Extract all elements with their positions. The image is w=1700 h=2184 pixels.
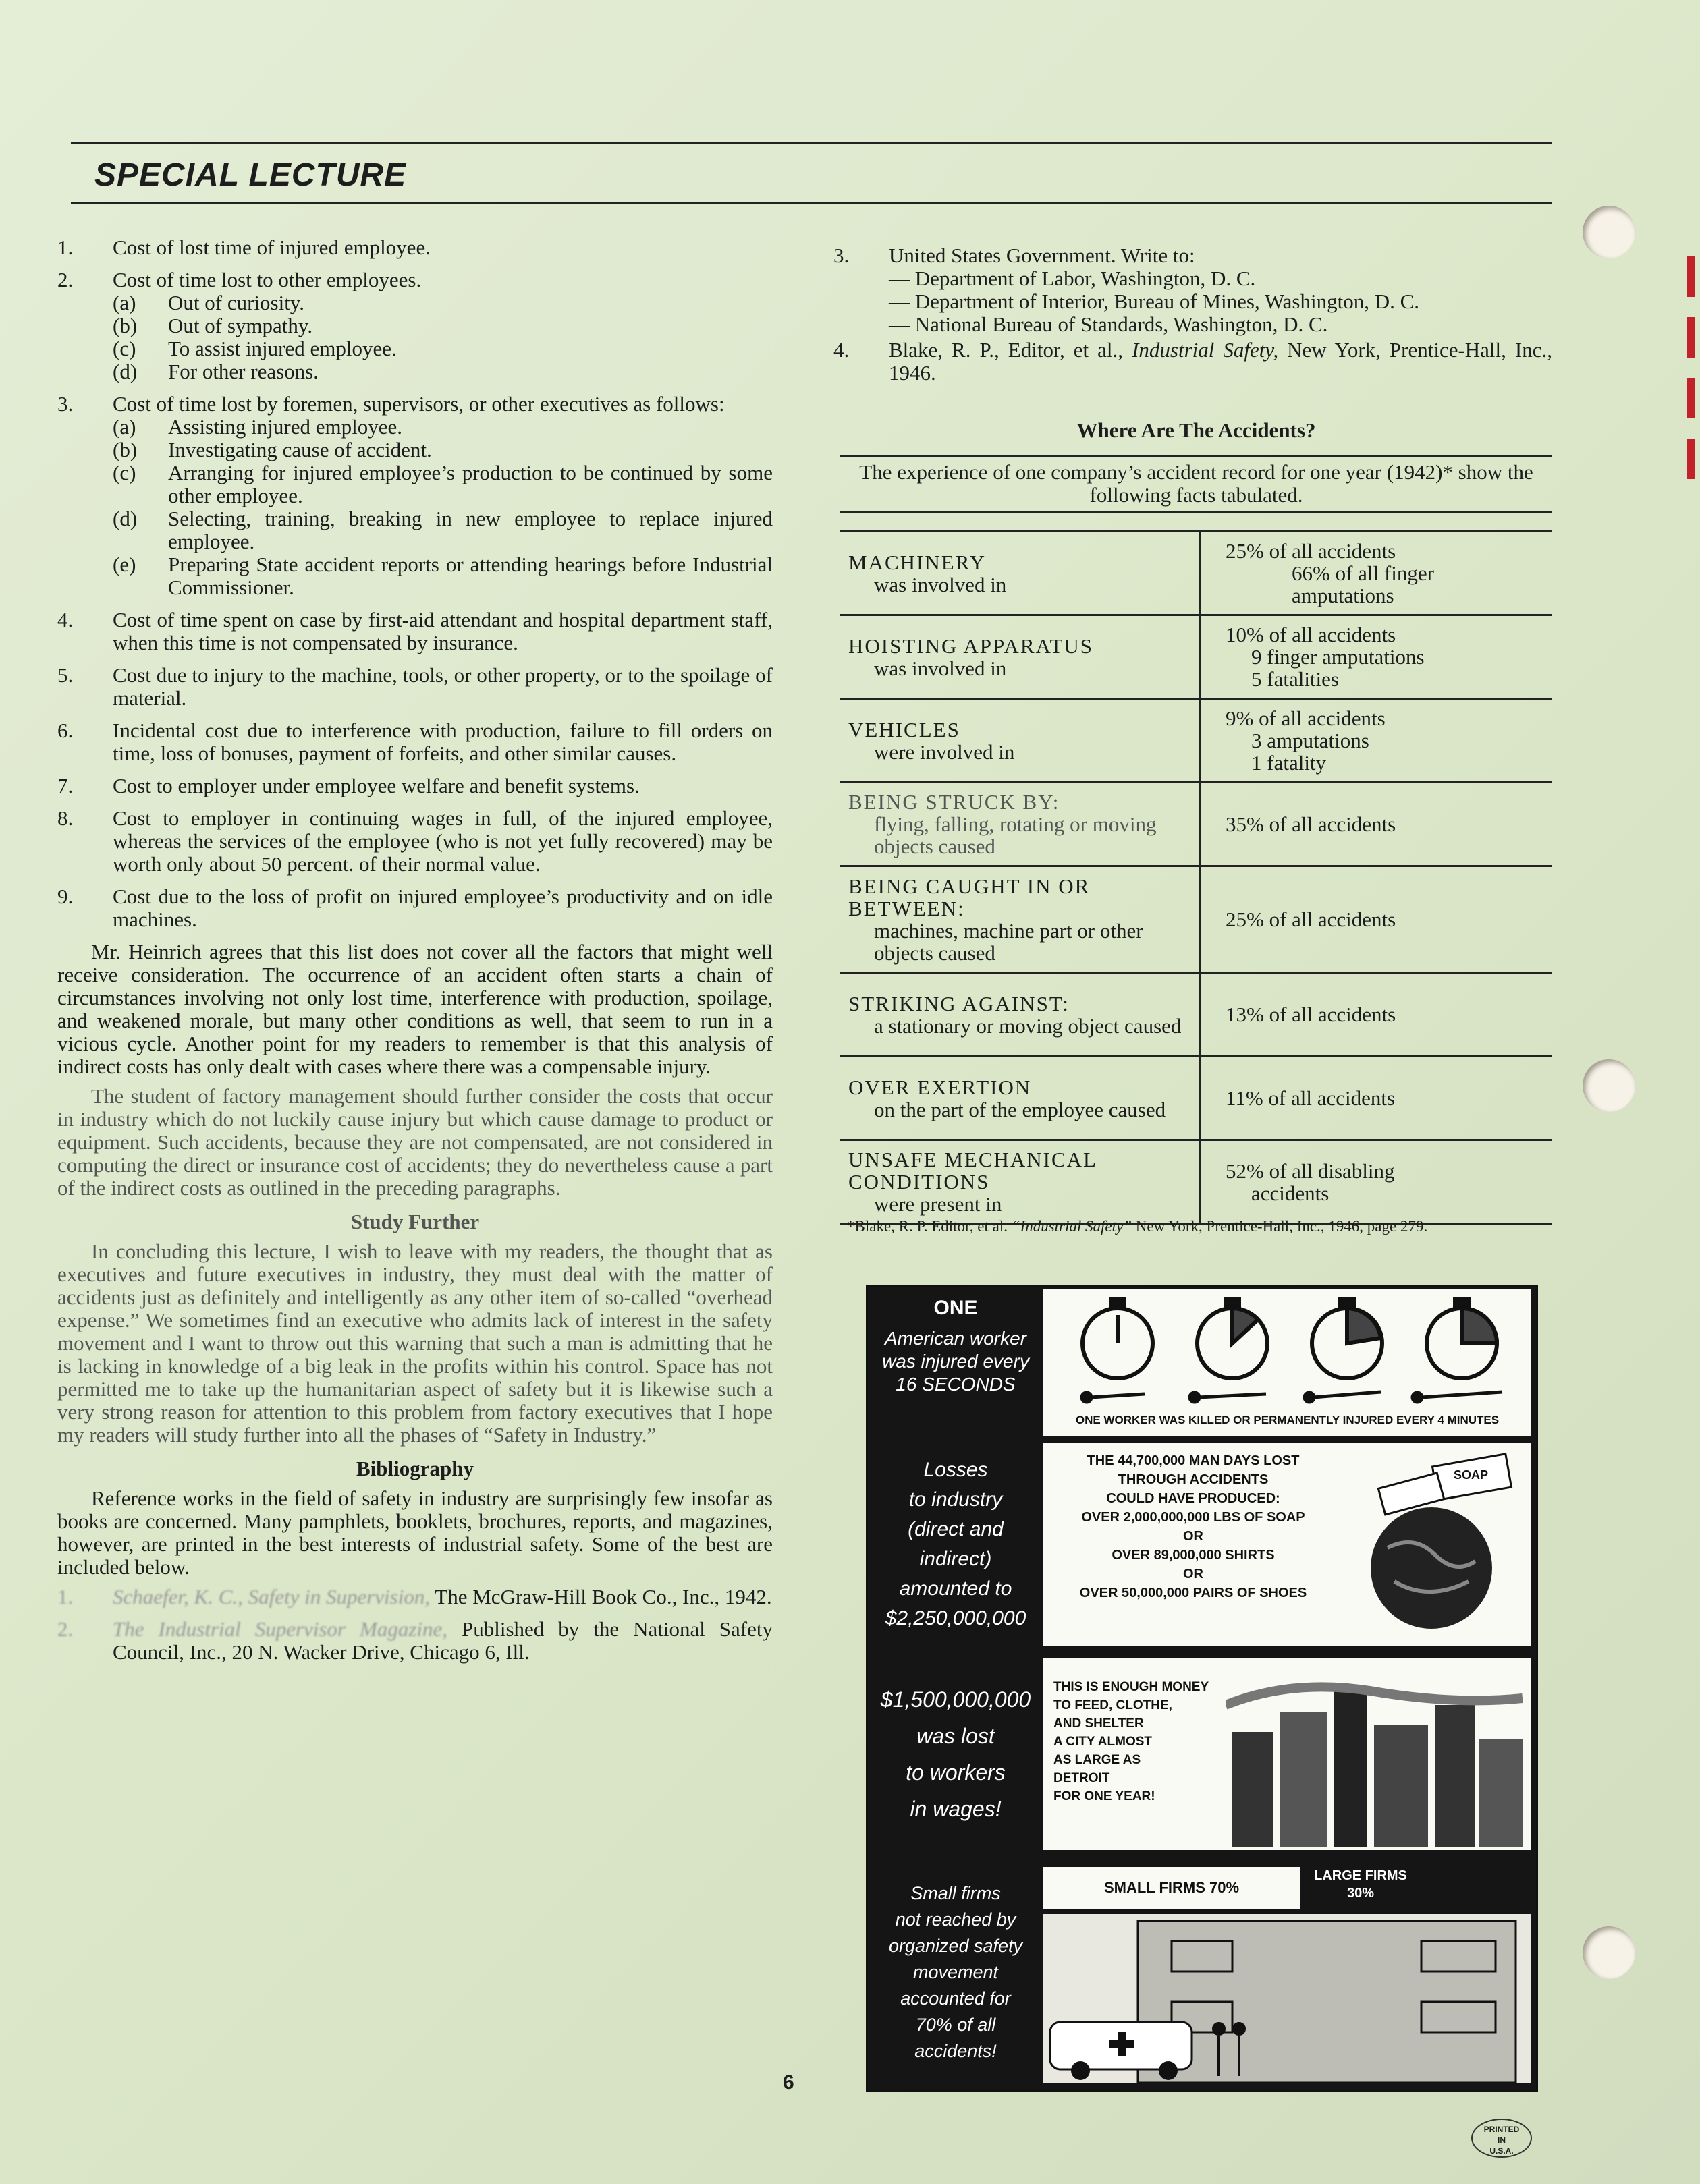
cost-list [57, 236, 773, 931]
sub-item-text: Investigating cause of accident. [168, 438, 432, 461]
item-number: 3. [57, 392, 74, 416]
cost-list-item [57, 719, 773, 765]
accident-description: were involved in [874, 739, 1015, 764]
page-title: SPECIAL LECTURE [94, 157, 407, 193]
accident-value: 11% of all accidents [1226, 1086, 1396, 1110]
accident-category: OVER EXERTION [848, 1075, 1032, 1099]
accident-description: flying, falling, rotating or moving objects caused [874, 812, 1157, 858]
item-text: Cost due to injury to the machine, tools, or other property, or to the spoilage of material. [113, 663, 773, 710]
stopwatch-icon-row [1043, 1289, 1531, 1411]
sub-item [113, 461, 773, 507]
heading-study-further: Study Further [350, 1210, 480, 1233]
footnote-publisher: New York, Prentice-Hall, Inc., 1946, page 279. [1132, 1218, 1428, 1235]
accident-category: BEING STRUCK BY: [848, 790, 1060, 814]
item-text: Incidental cost due to interference with production, failure to fill orders on time, loss of bonuses, payment of forfeits, and other similar causes. [113, 719, 773, 765]
header-rule-bottom [71, 202, 1552, 204]
losses-line: $2,250,000,000 [885, 1607, 1026, 1629]
footnote-title: “Industrial Safety” [1011, 1218, 1132, 1235]
paragraph-study: In concluding this lecture, I wish to leave with my readers, the thought that as executives and future executives in industry, they must deal with the matter of accidents just as definitely and intelligently as any other item of so-called “overhead expense.” We sometimes find an executive who admits lack of interest in the safety movement and I want to throw out this warning that such a man is admitting that he is lacking in knowledge of a big leak in the profits within his control. Space has not permitted me to take up the humanitarian aspect of safety but it is likewise such a very strong reason for attention to this problem from factory executives that I hope my readers will study further into all the phases of “Safety in Industry.” [57, 1239, 773, 1447]
accident-description: a stationary or moving object caused [874, 1013, 1182, 1038]
cost-list-item [57, 807, 773, 876]
sub-item-text: Selecting, training, breaking in new employee to replace injured employee. [168, 507, 773, 553]
accident-row [840, 532, 1552, 615]
paragraph-bibliography: Reference works in the field of safety in industry are surprisingly few insofar as books are concerned. Many pamphlets, booklets, brochures, reports, and magazines, however, are printed in the best interests of industrial safety. Some of the best are included below. [57, 1486, 773, 1579]
sub-item-text: To assist injured employee. [168, 337, 397, 360]
small-firms-line: accounted for [900, 1988, 1011, 2009]
reference-text: United States Government. Write to: [889, 244, 1195, 267]
accident-value: 10% of all accidents [1226, 623, 1396, 646]
reference-number: 1. [57, 1585, 74, 1608]
infographic-wages [875, 1681, 1037, 1827]
accident-value: accidents [1251, 1181, 1329, 1205]
reference-title: Schaefer, K. C., Safety in Supervision, [113, 1585, 431, 1608]
soap-label: SOAP [1454, 1468, 1489, 1482]
sub-item-text: Out of sympathy. [168, 314, 313, 337]
edge-tab [1687, 378, 1695, 418]
reference-title: Industrial Safety, [1132, 338, 1279, 362]
accident-rows [840, 530, 1552, 1225]
paragraph-heinrich: Mr. Heinrich agrees that this list does not cover all the factors that might well receive consideration. The occurrence of an accident often starts a chain of circumstances involving not only lost time, interference with production, spoilage, and weakened morale, but many other conditions as well, that seem to run in a vicious cycle. Another point for my readers to remember is that this analysis of indirect costs has only dealt with cases where there was a compensable injury. [57, 940, 773, 1078]
item-text: Cost of time lost to other employees. [113, 268, 422, 291]
government-address: — Department of Labor, Washington, D. C. [889, 267, 1256, 290]
production-line: THE 44,700,000 MAN DAYS LOST [1087, 1453, 1300, 1468]
printed-mark-line: IN [1498, 2135, 1506, 2145]
item-text: Cost to employer in continuing wages in full, of the injured employee, whereas the services of the employee (who is not yet fully recovered) may be worth only about 50 percent. of their normal value. [113, 806, 773, 876]
infographic-fatality-caption: ONE WORKER WAS KILLED OR PERMANENTLY INJURED EVERY 4 MINUTES [1075, 1413, 1500, 1426]
small-firms-line: 70% of all [915, 2015, 996, 2035]
infographic-production [1051, 1451, 1335, 1602]
item-number: 1. [57, 235, 74, 259]
small-firms-line: Small firms [910, 1883, 1001, 1903]
table-intro: The experience of one company’s accident record for one year (1942)* show the following facts tabulated. [840, 455, 1552, 513]
accident-value: amputations [1292, 584, 1394, 607]
stopwatch-icon [1082, 1299, 1153, 1378]
accident-category-cell [840, 1057, 1201, 1140]
item-text: Cost of lost time of injured employee. [113, 235, 431, 259]
accident-category: MACHINERY [848, 550, 987, 574]
sub-item-text: Arranging for injured employee’s production to be continued by some other employee. [168, 461, 773, 507]
accident-description: machines, machine part or other objects caused [874, 918, 1143, 965]
binder-hole-bottom [1583, 1926, 1635, 1979]
accident-row [840, 699, 1552, 783]
small-firms-line: not reached by [895, 1909, 1016, 1930]
accident-category: STRIKING AGAINST: [848, 991, 1070, 1015]
factory-panel [1043, 1914, 1531, 2083]
cost-list-item [57, 885, 773, 931]
accident-row [840, 973, 1552, 1057]
cost-list-item [57, 775, 773, 797]
production-line: OR [1183, 1529, 1203, 1544]
losses-line: to industry [908, 1488, 1003, 1511]
page-number: 6 [783, 2071, 794, 2094]
city-line: THIS IS ENOUGH MONEY [1053, 1680, 1209, 1694]
infographic-injury-rate: American worker was injured every 16 SECONDS [882, 1328, 1029, 1395]
accident-category-cell [840, 973, 1201, 1057]
wages-line: to workers [906, 1760, 1006, 1785]
accident-value: 66% of all finger [1292, 561, 1434, 585]
sub-item [113, 337, 773, 360]
losses-line: amounted to [899, 1577, 1012, 1600]
accident-value-cell [1201, 615, 1553, 699]
reference-publisher: The McGraw-Hill Book Co., Inc., 1942. [430, 1585, 772, 1608]
sub-item-letter: (c) [113, 337, 136, 360]
accident-description: was involved in [874, 656, 1007, 680]
cost-list-item [57, 393, 773, 599]
small-firms-line: accidents! [914, 2041, 997, 2061]
accident-value: 9% of all accidents [1226, 706, 1386, 730]
item-text: Cost to employer under employee welfare and benefit systems. [113, 774, 640, 797]
printed-mark-line: U.S.A. [1489, 2146, 1514, 2156]
sub-item-text: Assisting injured employee. [168, 415, 402, 439]
accident-value: 1 fatality [1251, 751, 1327, 775]
cost-list-item [57, 609, 773, 654]
sub-item [113, 553, 773, 599]
city-line: TO FEED, CLOTHE, [1053, 1698, 1172, 1712]
sub-item-text: Out of curiosity. [168, 291, 305, 314]
city-line: AND SHELTER [1053, 1716, 1144, 1731]
item-text: Cost due to the loss of profit on injured employee’s productivity and on idle machines. [113, 885, 773, 931]
accident-value-cell [1201, 1140, 1553, 1224]
accident-row [840, 615, 1552, 699]
accident-category-cell [840, 866, 1201, 973]
item-number: 5. [57, 663, 74, 687]
small-firms-label: SMALL FIRMS 70% [1103, 1879, 1240, 1896]
factory-ambulance-icon [1043, 1914, 1531, 2083]
sub-item-letter: (a) [113, 415, 136, 439]
sub-item-letter: (b) [113, 314, 138, 337]
accident-category-cell [840, 1140, 1201, 1224]
sub-item [113, 314, 773, 337]
edge-tab [1687, 256, 1695, 297]
sub-item-letter: (d) [113, 360, 138, 383]
reference-number: 2. [57, 1617, 74, 1641]
city-line: DETROIT [1053, 1771, 1110, 1785]
accident-description: was involved in [874, 572, 1007, 596]
large-firms-line: LARGE FIRMS [1314, 1868, 1407, 1883]
accident-value-cell [1201, 699, 1553, 783]
accident-category-cell [840, 615, 1201, 699]
accident-value: 9 finger amputations [1251, 645, 1425, 669]
edge-tab [1687, 317, 1695, 358]
accident-description: on the part of the employee caused [874, 1097, 1166, 1121]
sub-item [113, 291, 773, 314]
production-line: COULD HAVE PRODUCED: [1106, 1491, 1280, 1506]
printed-mark-line: PRINTED [1483, 2125, 1520, 2134]
reference-number: 3. [833, 244, 850, 267]
accident-value-cell [1201, 973, 1553, 1057]
accident-value-cell [1201, 783, 1553, 866]
reference-1 [57, 1586, 773, 1608]
accident-value-cell [1201, 1057, 1553, 1140]
printed-in-usa-mark [1471, 2119, 1532, 2158]
infographic-small-firms [875, 1880, 1037, 2065]
losses-line: (direct and indirect) [908, 1518, 1004, 1570]
item-number: 4. [57, 608, 74, 632]
accident-value: 3 amputations [1251, 729, 1369, 752]
accident-table [840, 455, 1552, 1225]
right-column [833, 244, 1552, 394]
heading-bibliography: Bibliography [356, 1457, 474, 1480]
accident-description: were present in [874, 1192, 1002, 1216]
globe-soap-icon [1334, 1447, 1529, 1642]
table-footnote [847, 1216, 1562, 1237]
sub-item-letter: (c) [113, 461, 136, 484]
table-title: Where Are The Accidents? [1076, 418, 1316, 442]
production-line: OVER 2,000,000,000 LBS OF SOAP [1081, 1510, 1305, 1525]
item-number: 6. [57, 719, 74, 742]
accident-category: HOISTING APPARATUS [848, 634, 1094, 658]
left-column [57, 236, 773, 1673]
production-line: THROUGH ACCIDENTS [1118, 1472, 1269, 1487]
large-firms-line: 30% [1346, 1886, 1375, 1901]
binder-hole-top [1583, 206, 1635, 258]
fallen-worker-icon [1082, 1392, 1502, 1402]
city-skyline-icon [1226, 1664, 1526, 1847]
cost-list-item [57, 236, 773, 259]
sub-item-letter: (e) [113, 553, 136, 576]
item-text: Cost of time lost by foremen, supervisors, or other executives as follows: [113, 392, 725, 416]
sub-item [113, 507, 773, 553]
sub-item-text: Preparing State accident reports or attending hearings before Industrial Commissioner. [168, 553, 773, 599]
sub-item-letter: (b) [113, 438, 138, 461]
infographic-one: ONE [933, 1297, 978, 1319]
government-address: — National Bureau of Standards, Washington, D. C. [889, 312, 1328, 336]
sub-item [113, 360, 773, 383]
accident-category: VEHICLES [848, 717, 960, 741]
ambulance-icon [1050, 2022, 1192, 2080]
paragraph-student: The student of factory management should further consider the costs that occur in industry which do not luckily cause injury but which cause damage to product or equipment. Such accidents, because they are not compensated, are not considered in computing the direct or insurance cost of accidents; they do nevertheless cause a part of the indirect costs as outlined in the preceding paragraphs. [57, 1084, 773, 1200]
accident-category-cell [840, 532, 1201, 615]
safety-infographic [866, 1285, 1538, 2092]
wages-line: in wages! [910, 1797, 1002, 1821]
accident-row [840, 1057, 1552, 1140]
accident-value: 25% of all accidents [1226, 907, 1396, 931]
production-panel [1043, 1443, 1531, 1646]
header-rule-top [71, 142, 1552, 144]
accident-category-cell [840, 783, 1201, 866]
edge-tab [1687, 439, 1695, 479]
stopwatch-icon [1427, 1299, 1497, 1378]
small-firms-bar [1043, 1867, 1300, 1909]
government-address: — Department of Interior, Bureau of Mines, Washington, D. C. [889, 289, 1420, 313]
city-panel [1043, 1658, 1531, 1850]
reference-4 [833, 339, 1552, 385]
accident-category-cell [840, 699, 1201, 783]
production-line: OVER 89,000,000 SHIRTS [1112, 1548, 1275, 1563]
footnote-author: *Blake, R. P. Editor, et al. [847, 1218, 1012, 1235]
accident-row [840, 866, 1552, 973]
reference-number: 4. [833, 338, 850, 362]
small-firms-line: movement [912, 1962, 999, 1982]
item-number: 9. [57, 885, 74, 908]
city-line: FOR ONE YEAR! [1053, 1789, 1155, 1803]
accident-value: 52% of all disabling [1226, 1158, 1395, 1183]
accident-category: UNSAFE MECHANICAL CONDITIONS [848, 1148, 1097, 1194]
losses-line: Losses [923, 1459, 988, 1481]
sub-item-letter: (a) [113, 291, 136, 314]
item-number: 8. [57, 806, 74, 830]
infographic-losses [875, 1455, 1037, 1633]
stopwatch-panel [1043, 1289, 1531, 1436]
accident-value: 25% of all accidents [1226, 539, 1396, 563]
binder-hole-middle [1583, 1059, 1635, 1112]
accident-value: 5 fatalities [1251, 667, 1339, 691]
reference-3-items [889, 267, 1552, 336]
sub-item-text: For other reasons. [168, 360, 319, 383]
accident-value: 35% of all accidents [1226, 812, 1396, 836]
stopwatch-icon [1197, 1299, 1267, 1378]
production-line: OR [1183, 1567, 1203, 1581]
reference-publisher: Published by the National Safety Council, Inc., 20 N. Wacker Drive, Chicago 6, Ill. [113, 1617, 773, 1664]
item-text: Cost of time spent on case by first-aid attendant and hospital department staff, when this time is not compensated by insurance. [113, 608, 773, 654]
cost-list-item [57, 269, 773, 383]
accident-value-cell [1201, 532, 1553, 615]
accident-value: 13% of all accidents [1226, 1003, 1396, 1026]
wages-line: was lost [916, 1724, 995, 1748]
accident-category: BEING CAUGHT IN OR BETWEEN: [848, 874, 1091, 920]
wages-line: $1,500,000,000 [880, 1687, 1031, 1712]
city-line: AS LARGE AS [1053, 1753, 1141, 1767]
small-firms-line: organized safety [888, 1936, 1023, 1956]
reference-publisher: New York, Prentice-Hall, Inc., 1946. [889, 338, 1552, 385]
reference-2 [57, 1618, 773, 1664]
item-number: 7. [57, 774, 74, 797]
sub-item [113, 416, 773, 439]
reference-title: The Industrial Supervisor Magazine, [113, 1617, 448, 1641]
cost-list-item [57, 664, 773, 710]
accident-row [840, 1140, 1552, 1224]
large-firms-label [1307, 1867, 1415, 1902]
city-line: A CITY ALMOST [1053, 1735, 1153, 1749]
accident-row [840, 783, 1552, 866]
sub-item-letter: (d) [113, 507, 138, 530]
sub-item [113, 439, 773, 461]
item-number: 2. [57, 268, 74, 291]
production-line: OVER 50,000,000 PAIRS OF SHOES [1079, 1586, 1307, 1600]
reference-author: Blake, R. P., Editor, et al., [889, 338, 1132, 362]
stopwatch-icon [1312, 1299, 1382, 1378]
accident-value-cell [1201, 866, 1553, 973]
reference-3 [833, 244, 1552, 336]
infographic-city [1053, 1678, 1229, 1805]
